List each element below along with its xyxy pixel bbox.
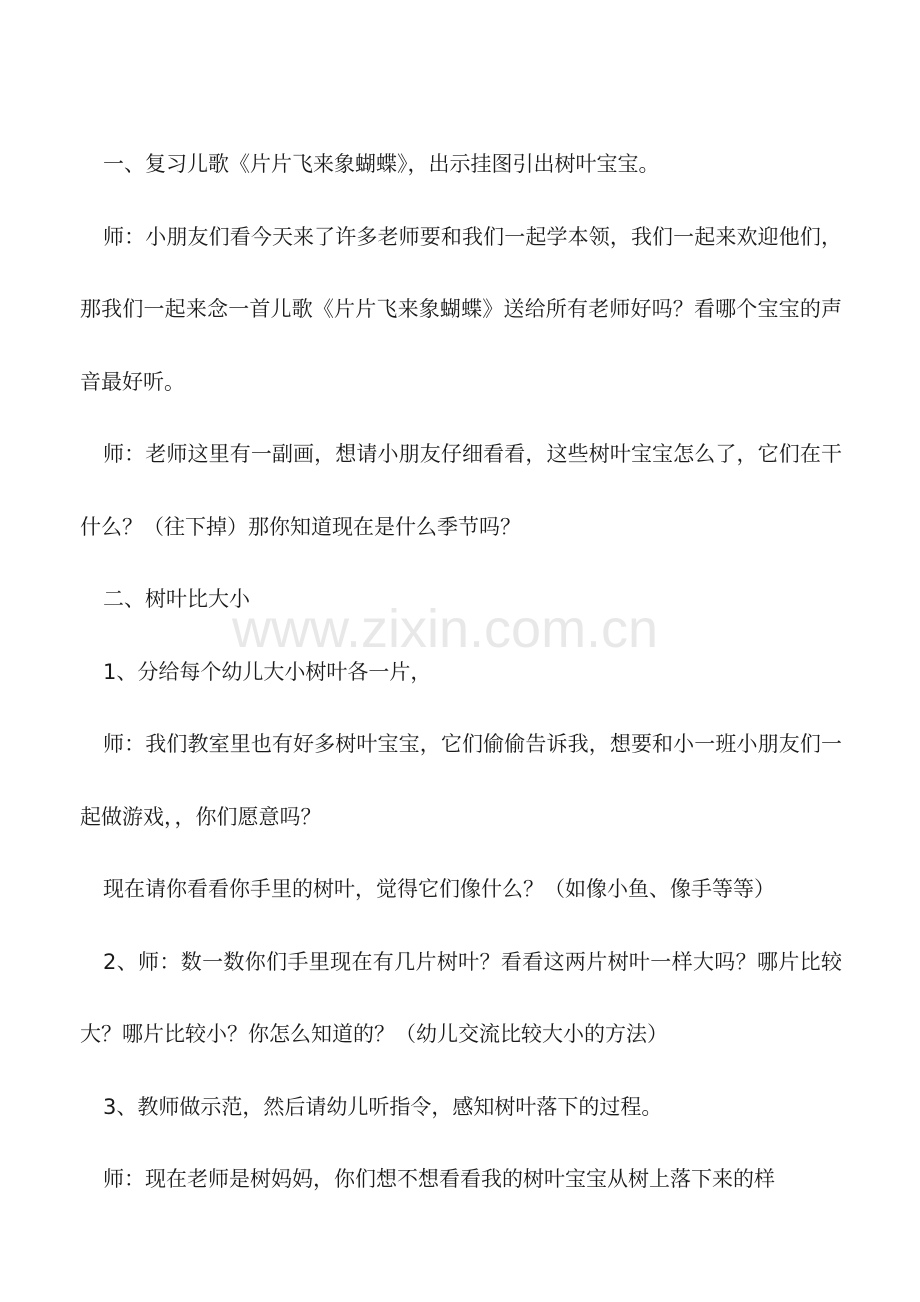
section-heading-leaf-size: 二、树叶比大小 <box>103 587 250 611</box>
paragraph-step-3: 3、教师做示范，然后请幼儿听指令，感知树叶落下的过程。 <box>103 1094 663 1119</box>
paragraph-teacher-tree-mother: 师：现在老师是树妈妈，你们想不想看看我的树叶宝宝从树上落下来的样 <box>103 1167 775 1191</box>
paragraph-teacher-classroom: 师：我们教室里也有好多树叶宝宝，它们偷偷告诉我，想要和小一班小朋友们一起做游戏，，你们愿意吗？ <box>80 732 842 829</box>
watermark: www.zixin.com.cn <box>232 599 659 659</box>
paragraph-teacher-picture: 师：老师这里有一副画，想请小朋友仔细看看，这些树叶宝宝怎么了，它们在干什么？（往下掉）那你知道现在是什么季节吗？ <box>80 442 842 539</box>
paragraph-look-leaf: 现在请你看看你手里的树叶，觉得它们像什么？（如像小鱼、像手等等） <box>103 877 775 901</box>
paragraph-step-2: 2、师：数一数你们手里现在有几片树叶？看看这两片树叶一样大吗？哪片比较大？哪片比较小？你怎么知道的？（幼儿交流比较大小的方法） <box>80 949 842 1046</box>
paragraph-teacher-welcome: 师：小朋友们看今天来了许多老师要和我们一起学本领，我们一起来欢迎他们，那我们一起来念一首儿歌《片片飞来象蝴蝶》送给所有老师好吗？看哪个宝宝的声音最好听。 <box>80 224 842 394</box>
paragraph-step-1: 1、分给每个幼儿大小树叶各一片， <box>103 659 432 684</box>
document-body <box>80 128 842 1216</box>
paragraph-review-song: 一、复习儿歌《片片飞来象蝴蝶》，出示挂图引出树叶宝宝。 <box>103 152 660 176</box>
